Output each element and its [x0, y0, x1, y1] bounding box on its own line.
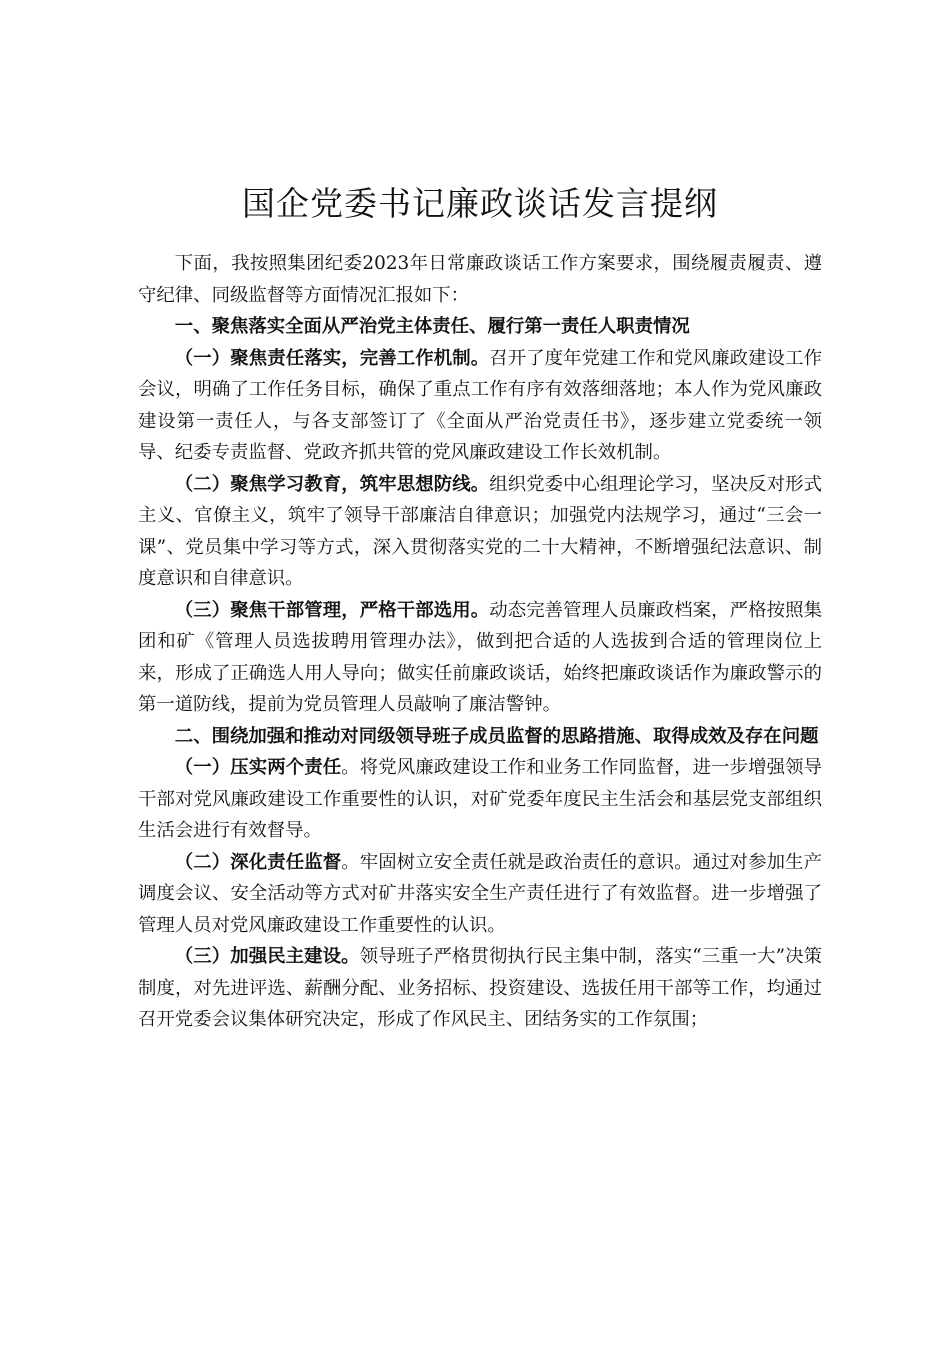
document-page	[138, 178, 822, 1036]
intro-paragraph: 下面，我按照集团纪委2023年日常廉政谈话工作方案要求，围绕履责履责、遵守纪律、同级监督等方面情况汇报如下：	[138, 253, 822, 306]
section-1-item-3	[138, 595, 822, 721]
section-1-item-1-text: 召开了度年党建工作和党风廉政建设工作会议，明确了工作任务目标，确保了重点工作有序有效落细落地；本人作为党风廉政建设第一责任人，与各支部签订了《全面从严治党责任书》，逐步建立党委统一领导、纪委专责监督、党政齐抓共管的党风廉政建设工作长效机制。	[138, 347, 822, 463]
section-1-item-3-lead: （三）聚焦干部管理，严格干部选用。	[174, 599, 490, 621]
section-2-item-2	[138, 847, 822, 942]
section-2-item-2-lead: （二）深化责任监督	[174, 851, 342, 873]
section-2-heading: 二、围绕加强和推动对同级领导班子成员监督的思路措施、取得成效及存在问题	[174, 725, 819, 747]
section-1-item-1	[138, 343, 822, 469]
section-1-item-2	[138, 469, 822, 595]
section-1-item-1-lead: （一）聚焦责任落实，完善工作机制。	[174, 347, 490, 369]
section-1-item-2-lead: （二）聚焦学习教育，筑牢思想防线。	[174, 473, 490, 495]
section-1-item-3-text: 动态完善管理人员廉政档案，严格按照集团和矿《管理人员选拔聘用管理办法》，做到把合适的人选拔到合适的管理岗位上来，形成了正确选人用人导向；做实任前廉政谈话，始终把廉政谈话作为廉政警示的第一道防线，提前为党员管理人员敲响了廉洁警钟。	[138, 599, 822, 715]
section-1-heading: 一、聚焦落实全面从严治党主体责任、履行第一责任人职责情况	[174, 316, 690, 337]
section-2-item-1	[138, 752, 822, 847]
section-1-item-2-text: 组织党委中心组理论学习，坚决反对形式主义、官僚主义，筑牢了领导干部廉洁自律意识；加强党内法规学习，通过“三会一课”、党员集中学习等方式，深入贯彻落实党的二十大精神，不断增强纪法意识、制度意识和自律意识。	[138, 473, 822, 589]
section-2-item-3-lead: （三）加强民主建设。	[174, 946, 360, 967]
section-2-item-3-text: 领导班子严格贯彻执行民主集中制，落实“三重一大”决策制度，对先进评选、薪酬分配、业务招标、投资建设、选拔任用干部等工作，均通过召开党委会议集体研究决定，形成了作风民主、团结务实的工作氛围；	[138, 946, 822, 1030]
section-2-item-1-lead: （一）压实两个责任	[174, 757, 342, 778]
section-2-item-2-text: 。牢固树立安全责任就是政治责任的意识。通过对参加生产调度会议、安全活动等方式对矿井落实安全生产责任进行了有效监督。进一步增强了管理人员对党风廉政建设工作重要性的认识。	[138, 851, 822, 936]
section-2-item-3	[138, 941, 822, 1036]
document-title: 国企党委书记廉政谈话发言提纲	[242, 184, 718, 223]
section-2-item-1-text: 。将党风廉政建设工作和业务工作同监督，进一步增强领导干部对党风廉政建设工作重要性的认识，对矿党委年度民主生活会和基层党支部组织生活会进行有效督导。	[138, 757, 822, 841]
